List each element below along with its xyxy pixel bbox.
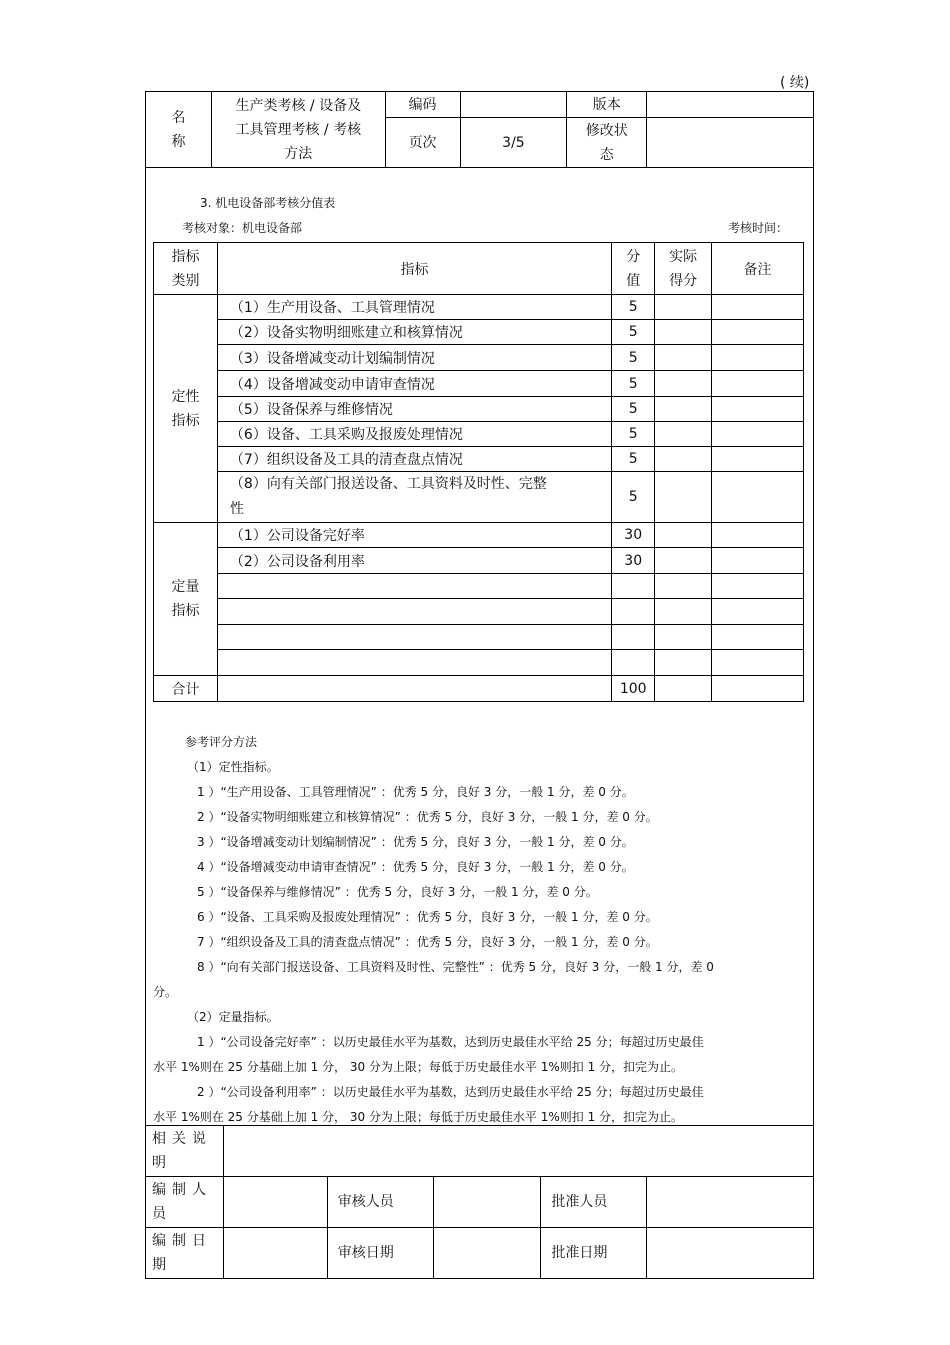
indicator-name: （8）向有关部门报送设备、工具资料及时性、完整 性: [217, 472, 611, 523]
indicator-score: 30: [612, 523, 655, 548]
score-table: [153, 242, 804, 702]
approve-date-value: [647, 1228, 814, 1279]
code-label: 编码: [385, 92, 460, 118]
remark-cell: [712, 472, 804, 523]
name-value: 生产类考核 / 设备及 工具管理考核 / 考核 方法: [211, 92, 385, 168]
total-indicator-cell: [217, 676, 611, 702]
actual-score-cell: [655, 523, 712, 548]
actual-score-cell: [655, 295, 712, 320]
actual-score-cell: [655, 371, 712, 397]
quant-item: 1 ）“公司设备完好率” ：以历史最佳水平为基数，达到历史最佳水平给 25 分；每超过历史最佳: [197, 1035, 704, 1049]
indicator-score: 5: [612, 472, 655, 523]
qual-item: 2 ）“设备实物明细账建立和核算情况” ：优秀 5 分，良好 3 分，一般 1 分，差 0 分。: [197, 810, 658, 824]
indicator-name: （2）公司设备利用率: [217, 548, 611, 574]
header-indicator: 指标: [217, 243, 611, 295]
approver-value: [647, 1177, 814, 1228]
actual-score-cell: [655, 397, 712, 422]
signature-table: [145, 1125, 814, 1279]
review-date-label: 审核日期: [327, 1228, 433, 1279]
document-header-table: [145, 91, 814, 168]
approver-label: 批准人员: [541, 1177, 647, 1228]
qual-item: 8 ）“向有关部门报送设备、工具资料及时性、完整性” ：优秀 5 分，良好 3 分，一般 1 分，差 0: [197, 960, 714, 974]
remark-cell: [712, 320, 804, 345]
related-notes-label: 相关说 明: [146, 1126, 224, 1177]
remark-cell: [712, 447, 804, 472]
version-value: [647, 92, 814, 118]
header-remark: 备注: [712, 243, 804, 295]
actual-score-cell: [655, 345, 712, 371]
remark-cell: [712, 295, 804, 320]
continued-label: ( 续): [780, 75, 810, 91]
actual-score-cell: [655, 548, 712, 574]
actual-score-cell: [655, 422, 712, 447]
remark-cell: [712, 345, 804, 371]
empty-row: [154, 625, 804, 650]
compile-date-label: 编制日 期: [146, 1228, 224, 1279]
indicator-score: 5: [612, 447, 655, 472]
compiler-label: 编制人 员: [146, 1177, 224, 1228]
empty-row: [154, 650, 804, 676]
indicator-score: 5: [612, 422, 655, 447]
indicator-score: 5: [612, 397, 655, 422]
reviewer-value: [433, 1177, 541, 1228]
table-row: [154, 523, 804, 548]
notes-title: 参考评分方法: [185, 735, 258, 749]
related-notes-value: [223, 1126, 813, 1177]
indicator-score: 5: [612, 371, 655, 397]
indicator-score: 5: [612, 295, 655, 320]
empty-row: [154, 574, 804, 599]
table-row: [154, 447, 804, 472]
qual-item: 3 ）“设备增减变动计划编制情况” ：优秀 5 分，良好 3 分，一般 1 分，差 0 分。: [197, 835, 634, 849]
total-label: 合计: [154, 676, 218, 702]
quant-item: 2 ）“公司设备利用率” ：以历史最佳水平为基数，达到历史最佳水平给 25 分；每超过历史最佳: [197, 1085, 704, 1099]
quantitative-title: （2）定量指标。: [187, 1010, 279, 1024]
indicator-name: （1）生产用设备、工具管理情况: [217, 295, 611, 320]
page-label: 页次: [385, 118, 460, 168]
qual-item-continuation: 分。: [153, 985, 178, 999]
category-quantitative: 定量 指标: [154, 523, 218, 676]
header-actual-score: 实际 得分: [655, 243, 712, 295]
table-row: [154, 397, 804, 422]
table-row: [154, 320, 804, 345]
table-row: [154, 422, 804, 447]
empty-row: [154, 599, 804, 625]
actual-score-cell: [655, 472, 712, 523]
remark-cell: [712, 371, 804, 397]
total-remark-cell: [712, 676, 804, 702]
version-label: 版本: [567, 92, 647, 118]
table-row: [154, 472, 804, 523]
indicator-score: 5: [612, 320, 655, 345]
indicator-name: （5）设备保养与维修情况: [217, 397, 611, 422]
scoring-notes: [153, 730, 809, 1130]
review-date-value: [433, 1228, 541, 1279]
qual-item: 1 ）“生产用设备、工具管理情况” ：优秀 5 分，良好 3 分，一般 1 分，差 0 分。: [197, 785, 634, 799]
remark-cell: [712, 548, 804, 574]
indicator-name: （7）组织设备及工具的清查盘点情况: [217, 447, 611, 472]
indicator-score: 5: [612, 345, 655, 371]
compiler-value: [223, 1177, 327, 1228]
qualitative-title: （1）定性指标。: [187, 760, 279, 774]
compile-date-value: [223, 1228, 327, 1279]
remark-cell: [712, 422, 804, 447]
remark-cell: [712, 397, 804, 422]
qual-item: 7 ）“组织设备及工具的清查盘点情况” ：优秀 5 分，良好 3 分，一般 1 分，差 0 分。: [197, 935, 658, 949]
total-row: [154, 676, 804, 702]
total-value: 100: [612, 676, 655, 702]
indicator-name: （4）设备增减变动申请审查情况: [217, 371, 611, 397]
table-row: [154, 295, 804, 320]
indicator-name: （2）设备实物明细账建立和核算情况: [217, 320, 611, 345]
indicator-name: （3）设备增减变动计划编制情况: [217, 345, 611, 371]
table-row: [154, 345, 804, 371]
qual-item: 4 ）“设备增减变动申请审查情况” ：优秀 5 分，良好 3 分，一般 1 分，差 0 分。: [197, 860, 634, 874]
actual-score-cell: [655, 320, 712, 345]
qual-item: 6 ）“设备、工具采购及报废处理情况” ：优秀 5 分，良好 3 分，一般 1 分，差 0 分。: [197, 910, 658, 924]
approve-date-label: 批准日期: [541, 1228, 647, 1279]
page-value: 3/5: [460, 118, 567, 168]
actual-score-cell: [655, 447, 712, 472]
reviewer-label: 审核人员: [327, 1177, 433, 1228]
indicator-score: 30: [612, 548, 655, 574]
table-row: [154, 548, 804, 574]
assessment-target: 考核对象：机电设备部: [182, 221, 303, 235]
qual-item: 5 ）“设备保养与维修情况” ：优秀 5 分，良好 3 分，一般 1 分，差 0 分。: [197, 885, 598, 899]
quant-item-continuation: 水平 1%则在 25 分基础上加 1 分， 30 分为上限；每低于历史最佳水平 1%则扣 1 分，扣完为止。: [153, 1060, 684, 1074]
header-score: 分 值: [612, 243, 655, 295]
indicator-name: （6）设备、工具采购及报废处理情况: [217, 422, 611, 447]
revision-label: 修改状 态: [567, 118, 647, 168]
table-row: [154, 371, 804, 397]
assessment-time: 考核时间：: [728, 221, 789, 235]
code-value: [460, 92, 567, 118]
header-category: 指标 类别: [154, 243, 218, 295]
category-qualitative: 定性 指标: [154, 295, 218, 523]
name-label: 名 称: [146, 92, 212, 168]
total-actual-cell: [655, 676, 712, 702]
quant-item-continuation: 水平 1%则在 25 分基础上加 1 分， 30 分为上限；每低于历史最佳水平 1%则扣 1 分，扣完为止。: [153, 1110, 684, 1124]
section-title: 3. 机电设备部考核分值表: [200, 196, 336, 210]
indicator-name: （1）公司设备完好率: [217, 523, 611, 548]
remark-cell: [712, 523, 804, 548]
revision-value: [647, 118, 814, 168]
